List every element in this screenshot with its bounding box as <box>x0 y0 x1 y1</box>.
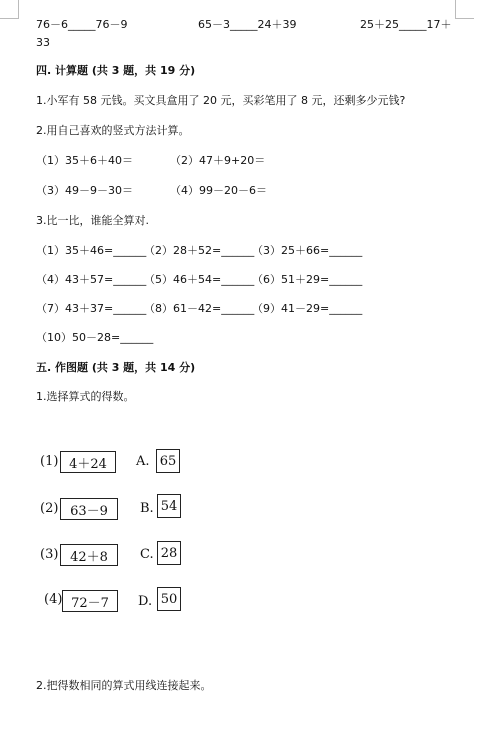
answer-box-d: 50 <box>157 587 181 611</box>
match-label-4: (4) <box>44 592 63 607</box>
vertical-calc-item-3: （3）49－9－30＝ <box>36 184 133 197</box>
vertical-calc-item-2: （2）47＋9+20＝ <box>170 154 266 167</box>
expression-box-1: 4＋24 <box>60 451 116 473</box>
question-5-1: 1.选择算式的得数。 <box>36 390 135 403</box>
option-letter-c: C. <box>140 547 154 562</box>
option-letter-d: D. <box>138 594 153 609</box>
match-label-3: (3) <box>40 547 59 562</box>
compare-calc-4: （4）43＋57=______ <box>36 273 147 286</box>
answer-box-c: 28 <box>157 541 181 565</box>
compare-calc-6: （6）51＋29=______ <box>252 273 363 286</box>
compare-calc-2: （2）28＋52=______ <box>144 244 255 257</box>
section-5-title: 五. 作图题 (共 3 题，共 14 分) <box>36 361 196 374</box>
answer-box-a: 65 <box>156 449 180 473</box>
page-corner-mark-right <box>455 0 474 19</box>
match-label-2: (2) <box>40 501 59 516</box>
compare-calc-1: （1）35＋46=______ <box>36 244 147 257</box>
section-4-title: 四. 计算题 (共 3 题，共 19 分) <box>36 64 196 77</box>
page-corner-mark-left <box>0 0 19 19</box>
compare-item-1: 76－6_____76－9 <box>36 18 128 31</box>
expression-box-2: 63－9 <box>60 498 118 520</box>
option-letter-b: B. <box>140 501 154 516</box>
compare-calc-9: （9）41－29=______ <box>252 302 363 315</box>
question-4-3: 3.比一比，谁能全算对. <box>36 214 149 227</box>
compare-calc-8: （8）61－42=______ <box>144 302 255 315</box>
match-label-1: (1) <box>40 454 59 469</box>
vertical-calc-item-4: （4）99－20－6＝ <box>170 184 267 197</box>
option-letter-a: A. <box>136 454 150 469</box>
question-4-1: 1.小军有 58 元钱。买文具盒用了 20 元，买彩笔用了 8 元，还剩多少元钱? <box>36 94 406 107</box>
compare-calc-7: （7）43＋37=______ <box>36 302 147 315</box>
question-5-2: 2.把得数相同的算式用线连接起来。 <box>36 679 212 692</box>
vertical-calc-item-1: （1）35＋6＋40＝ <box>36 154 133 167</box>
compare-item-3-continued: 33 <box>36 36 50 49</box>
expression-box-4: 72－7 <box>62 590 118 612</box>
question-4-2: 2.用自己喜欢的竖式方法计算。 <box>36 124 190 137</box>
compare-calc-10: （10）50－28=______ <box>36 331 154 344</box>
compare-item-3: 25＋25_____17＋ <box>360 18 452 31</box>
compare-calc-3: （3）25＋66=______ <box>252 244 363 257</box>
compare-calc-5: （5）46＋54=______ <box>144 273 255 286</box>
compare-item-2: 65－3_____24＋39 <box>198 18 297 31</box>
answer-box-b: 54 <box>157 494 181 518</box>
expression-box-3: 42＋8 <box>60 544 118 566</box>
